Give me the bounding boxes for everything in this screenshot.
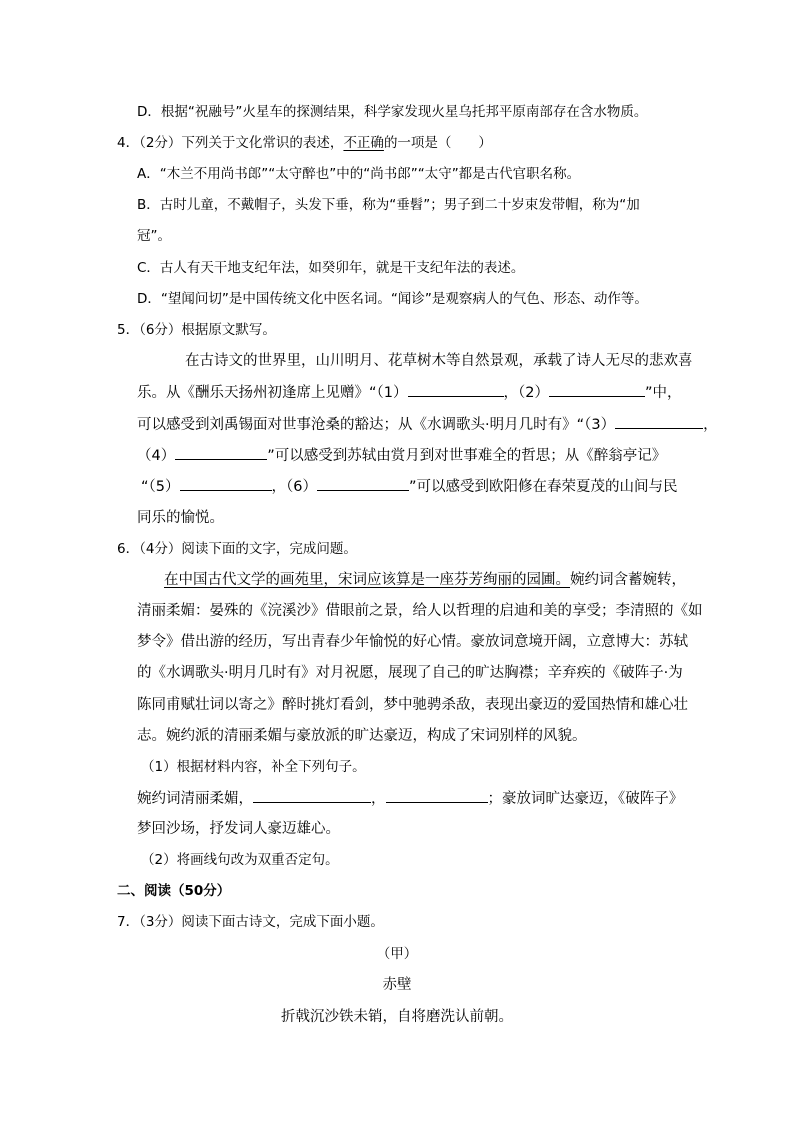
q4-option-b-line1: B．古时儿童，不戴帽子，头发下垂，称为“垂髫”；男子到二十岁束发带帽，称为“加 bbox=[137, 197, 640, 213]
poem-line-1: 折戟沉沙铁未销，自将磨洗认前朝。 bbox=[281, 1009, 513, 1025]
q5-text-5b: ，（6） bbox=[271, 479, 317, 495]
q5-paragraph-line4 bbox=[137, 445, 666, 466]
q6-text-1-rest: 婉约词含蓄婉转， bbox=[570, 572, 686, 588]
q5-text-4a: （4） bbox=[137, 448, 176, 464]
q5-text-5a: “（5） bbox=[141, 479, 180, 495]
q5-text-3b: ， bbox=[703, 417, 718, 433]
q6-subquestion-1: （1）根据材料内容，补全下列句子。 bbox=[141, 759, 366, 775]
section-title: 二、阅读（50分） bbox=[117, 883, 231, 899]
answer-blank-7[interactable] bbox=[253, 788, 371, 803]
q4-stem-emphasis: 不正确 bbox=[343, 135, 384, 151]
q5-paragraph-line3 bbox=[137, 414, 718, 435]
q7-part-label: （甲） bbox=[376, 946, 418, 962]
q5-text-2c: ”中， bbox=[644, 385, 682, 401]
q4-stem bbox=[117, 133, 492, 153]
q6-fill-text-b: ， bbox=[371, 791, 386, 807]
answer-blank-2[interactable] bbox=[549, 382, 645, 397]
q6-paragraph-line1 bbox=[164, 570, 686, 590]
q6-paragraph-line3: 梦令》借出游的经历，写出青春少年愉悦的好心情。豪放词意境开阔，立意博大：苏轼 bbox=[137, 634, 688, 650]
q7-stem: 7．（3分）阅读下面古诗文，完成下面小题。 bbox=[117, 914, 384, 930]
q4-option-b-line2: 冠”。 bbox=[137, 228, 171, 244]
poem-title: 赤壁 bbox=[382, 977, 412, 993]
q4-option-a: A．“木兰不用尚书郎”“太守醉也”中的“尚书郎”“太守”都是古代官职名称。 bbox=[137, 166, 581, 182]
q4-option-d: D．“望闻问切”是中国传统文化中医名词。“闻诊”是观察病人的气色、形态、动作等。 bbox=[137, 291, 648, 307]
q6-fill-text-a: 婉约词清丽柔媚， bbox=[137, 791, 253, 807]
q4-option-c: C．古人有天干地支纪年法，如癸卯年，就是干支纪年法的表述。 bbox=[137, 260, 525, 276]
q6-paragraph-line4: 的《水调歌头·明月几时有》对月祝愿，展现了自己的旷达胸襟；辛弃疾的《破阵子·为 bbox=[137, 665, 683, 681]
q5-paragraph-line5 bbox=[141, 476, 678, 497]
q5-text-4b: ”可以感受到苏轼由赏月到对世事难全的哲思；从《醉翁亭记》 bbox=[267, 448, 667, 464]
q5-text-5c: ”可以感受到欧阳修在春荣夏茂的山间与民 bbox=[408, 479, 678, 495]
q5-paragraph-line2 bbox=[137, 382, 682, 403]
answer-blank-5[interactable] bbox=[180, 476, 272, 491]
q6-fill-text-c: ；豪放词旷达豪迈，《破阵子》 bbox=[487, 791, 684, 807]
answer-blank-6[interactable] bbox=[317, 476, 409, 491]
q6-underlined-sentence: 在中国古代文学的画苑里，宋词应该算是一座芬芳绚丽的园圃。 bbox=[164, 572, 570, 588]
q5-stem: 5．（6分）根据原文默写。 bbox=[117, 322, 276, 338]
q5-paragraph-line6: 同乐的愉悦。 bbox=[137, 510, 224, 526]
q6-fill-line1 bbox=[137, 788, 683, 809]
q4-stem-suffix: 的一项是（ ） bbox=[383, 135, 492, 151]
q3-option-d: D．根据“祝融号”火星车的探测结果，科学家发现火星乌托邦平原南部存在含水物质。 bbox=[137, 104, 648, 120]
q5-text-2b: ，（2） bbox=[503, 385, 549, 401]
q5-text-3a: 可以感受到刘禹锡面对世事沧桑的豁达；从《水调歌头·明月几时有》“（3） bbox=[137, 417, 616, 433]
answer-blank-8[interactable] bbox=[386, 788, 488, 803]
q6-paragraph-line2: 清丽柔媚：晏殊的《浣溪沙》借眼前之景，给人以哲理的启迪和美的享受；李清照的《如 bbox=[137, 603, 703, 619]
answer-blank-4[interactable] bbox=[175, 445, 267, 460]
q5-text-2a: 乐。从《酬乐天扬州初逢席上见赠》“（1） bbox=[137, 385, 408, 401]
q6-stem: 6．（4分）阅读下面的文字，完成问题。 bbox=[117, 541, 357, 557]
q4-stem-prefix: 4．（2分）下列关于文化常识的表述， bbox=[117, 135, 344, 151]
q5-paragraph-line1: 在古诗文的世界里，山川明月、花草树木等自然景观，承载了诗人无尽的悲欢喜 bbox=[185, 353, 693, 369]
answer-blank-1[interactable] bbox=[408, 382, 504, 397]
q6-fill-line2: 梦回沙场，抒发词人豪迈雄心。 bbox=[137, 821, 340, 837]
answer-blank-3[interactable] bbox=[615, 414, 703, 429]
q6-subquestion-2: （2）将画线句改为双重否定句。 bbox=[141, 852, 339, 868]
q6-paragraph-line5: 陈同甫赋壮词以寄之》醉时挑灯看剑，梦中驰骋杀敌，表现出豪迈的爱国热情和雄心壮 bbox=[137, 697, 688, 713]
q6-paragraph-line6: 志。婉约派的清丽柔媚与豪放派的旷达豪迈，构成了宋词别样的风貌。 bbox=[137, 728, 587, 744]
